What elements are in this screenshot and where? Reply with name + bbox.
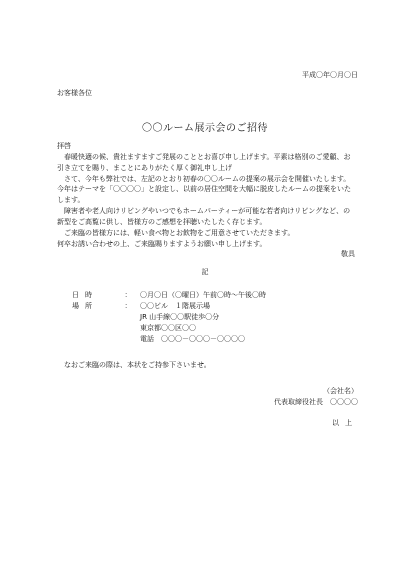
colon: ： [124,291,132,300]
ki-marker: 記 [201,268,209,276]
place-line: 電話 〇〇〇－〇〇〇－〇〇〇〇 [140,335,245,344]
place-line: JR 山手線〇〇駅徒歩〇分 [140,313,220,322]
attendance-note: なおご来臨の際は、本状をご持参下さいませ。 [64,361,211,369]
addressee: お客様各位 [57,89,92,97]
place-line: 〇〇ビル １階展示場 [140,302,210,311]
body-paragraph: 障害者や老人向けリビングやいつでもホームパーティーが可能な若者向けリビングなど、の新型をご高覧に供し、皆様方のご感想を拝聴いたしたく存じます。 [57,207,351,226]
colon: ： [124,302,132,311]
end-mark: 以上 [332,419,358,427]
body-paragraph: ご来臨の皆様方には、軽い食べ物とお飲物をご用意させていただきます。 [64,228,295,237]
representative-name: 代表取締役社長 〇〇〇〇 [274,398,358,406]
detail-row-date [72,290,362,301]
letter-date: 平成〇年〇月〇日 [302,71,358,79]
closing-salutation: 敬具 [341,250,355,259]
detail-row-phone [72,334,362,345]
company-name: （会社名） [323,387,358,395]
body-paragraph: 春暖快適の候、貴社ますますご発展のこととお喜び申し上げます。平素は格別のご愛顧、お引き立てを賜り、まことにありがたく厚く御礼申し上げ [57,152,351,172]
opening-salutation: 拝啓 [57,142,71,150]
place-line: 東京都〇〇区〇〇 [140,324,196,333]
body-paragraph: さて、今年も弊社では、左記のとおり初春の〇〇ルームの提案の展示会を開催いたします。今年はテーマを「〇〇〇〇」と設定し、以前の居住空間を大幅に脱皮したルームの提案をいたします。 [57,174,351,205]
letter-title: 〇〇ルーム展示会のご招待 [142,123,268,134]
letter-body [57,141,355,260]
event-details [72,290,362,345]
date-label: 日時 [72,291,98,300]
place-label: 場所 [72,302,98,311]
detail-row-place-cont [72,323,362,334]
detail-row-place-cont [72,312,362,323]
detail-row-place [72,301,362,312]
date-value: 〇月〇日（〇曜日）午前〇時～午後〇時 [140,291,266,300]
body-paragraph: 何卒お誘い合わせの上、ご来臨賜りますようお願い申し上げます。 [57,239,267,248]
signature-block [274,386,358,408]
